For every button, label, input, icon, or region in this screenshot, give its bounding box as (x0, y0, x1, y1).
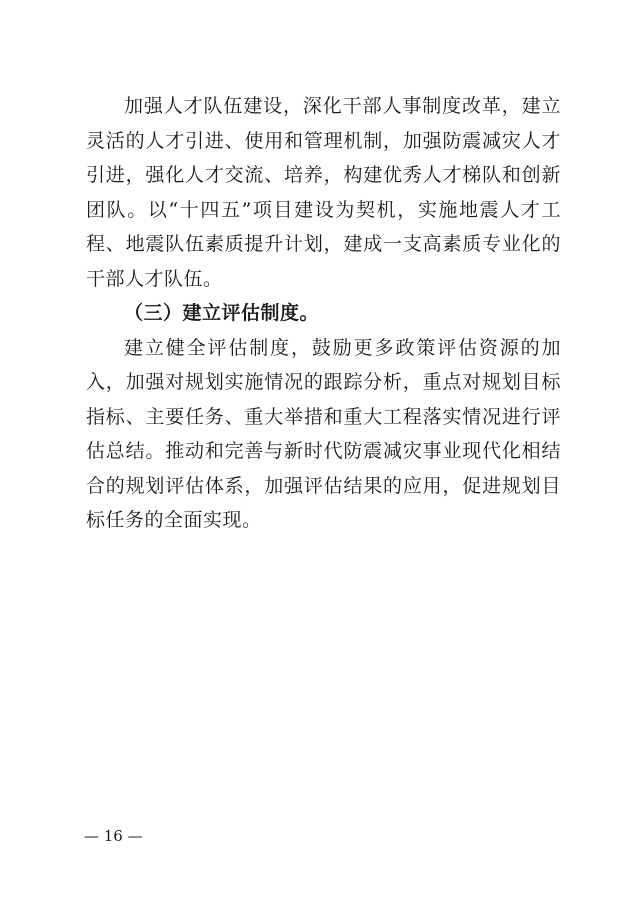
paragraph-evaluation-system: 建立健全评估制度，鼓励更多政策评估资源的加入，加强对规划实施情况的跟踪分析，重点对规划目标指标、主要任务、重大举措和重大工程落实情况进行评估总结。推动和完善与新时代防震减灾事业现代化相结合的规划评估体系，加强评估结果的应用，促进规划目标任务的全面实现。 (86, 336, 561, 531)
paragraph-talent-team: 加强人才队伍建设，深化干部人事制度改革，建立灵活的人才引进、使用和管理机制，加强防震减灾人才引进，强化人才交流、培养，构建优秀人才梯队和创新团队。以“十四五”项目建设为契机，实施地震人才工程、地震队伍素质提升计划，建成一支高素质专业化的干部人才队伍。 (86, 95, 561, 290)
page-number: — 16 — (84, 827, 143, 845)
document-body (86, 89, 561, 538)
section-heading-evaluation: （三）建立评估制度。 (124, 302, 320, 324)
